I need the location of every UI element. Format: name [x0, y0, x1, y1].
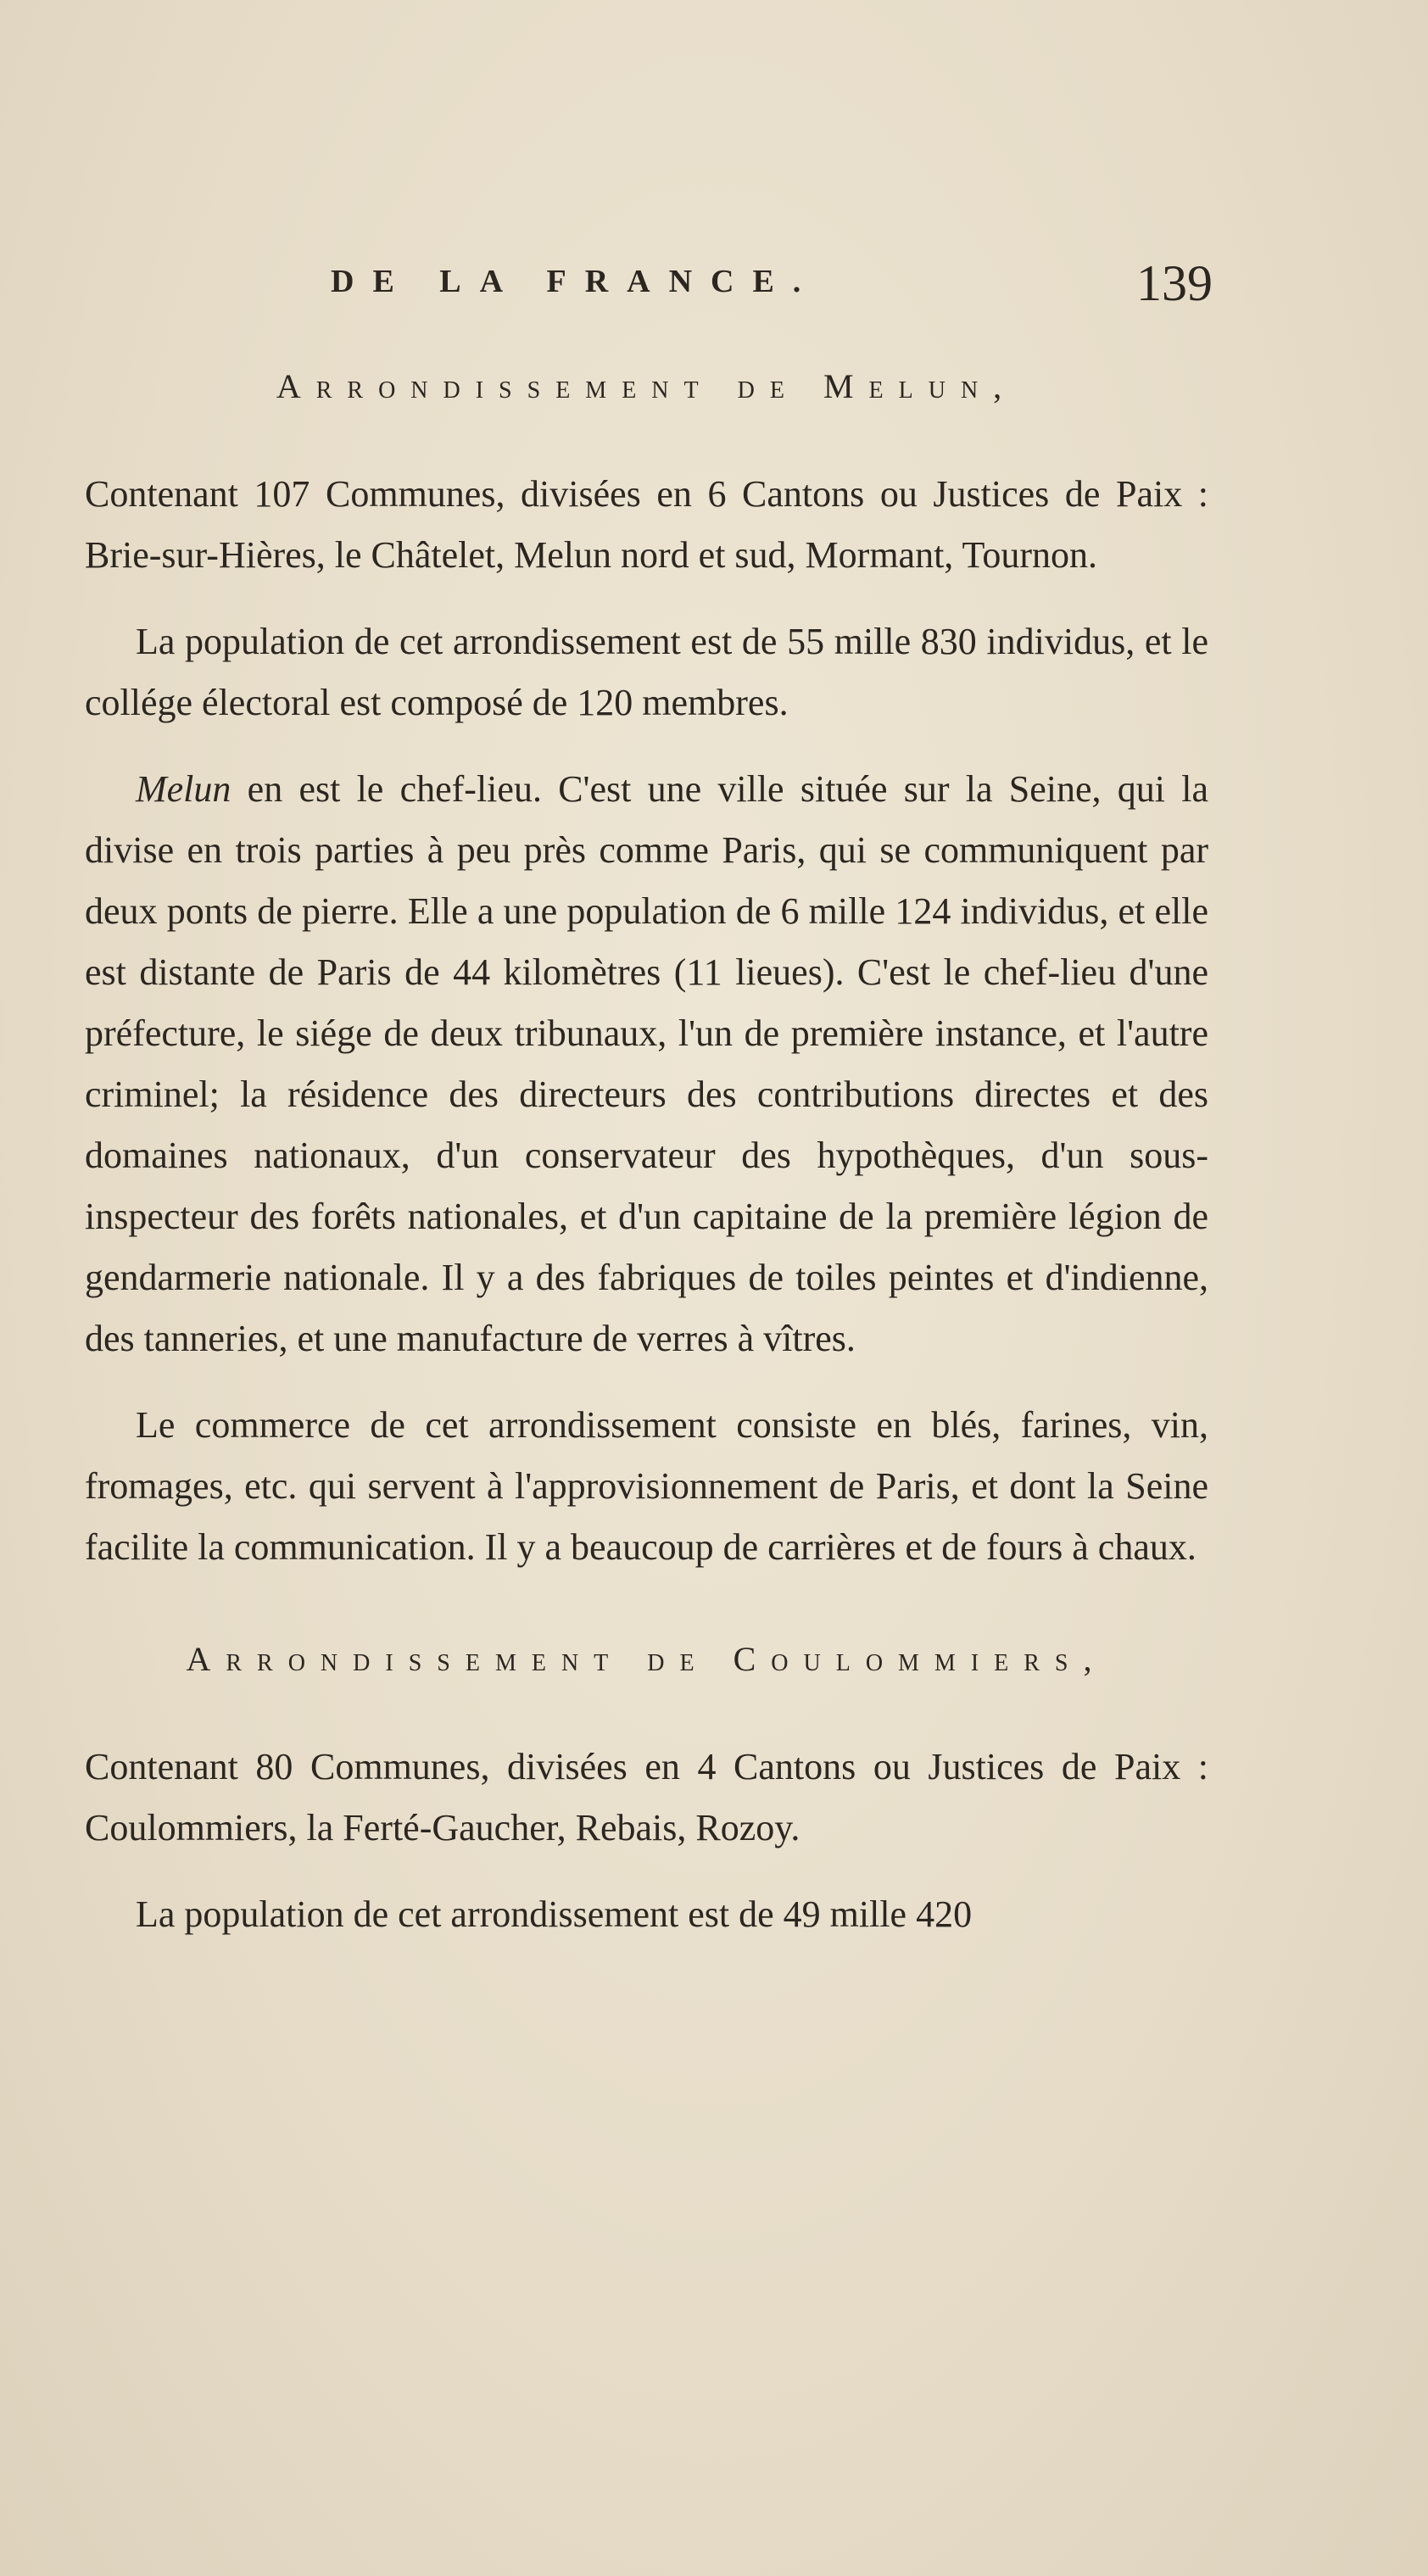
- page-number: 139: [1136, 255, 1213, 311]
- running-head: DE LA FRANCE.: [331, 264, 820, 299]
- paragraph: Contenant 107 Communes, divisées en 6 Cantons ou Justices de Paix : Brie-sur-Hières, le Châtelet, Melun nord et sud, Mormant, Tournon.: [85, 473, 1208, 576]
- page-header: [331, 254, 1213, 322]
- paragraph: La population de cet arrondissement est de 49 mille 420: [136, 1893, 973, 1935]
- paragraph: La population de cet arrondissement est de 55 mille 830 individus, et le collége électoral est composé de 120 membres.: [85, 621, 1208, 723]
- body-text: [85, 356, 1208, 1971]
- paragraph: [85, 759, 1208, 1369]
- paragraph-text: en est le chef-lieu. C'est une ville située sur la Seine, qui la divise en trois parties à peu près comme Paris, qui se communiquent par deux ponts de pierre. Elle a une population de 6 mille 124 individus, et elle est distante de Paris de 44 kilomètres (11 lieues). C'est le chef-lieu d'une préfecture, le siége de deux tribunaux, l'un de première instance, et l'autre criminel; la résidence des directeurs des contributions directes et des domaines nationaux, d'un conservateur des hypothèques, d'un sous-inspecteur des forêts nationales, et d'un capitaine de la première légion de gendarmerie nationale. Il y a des fabriques de toiles peintes et d'indienne, des tanneries, et une manufacture de verres à vîtres.: [85, 768, 1209, 1359]
- paragraph: Le commerce de cet arrondissement consiste en blés, farines, vin, fromages, etc. qui servent à l'approvisionnement de Paris, et dont la Seine facilite la communication. Il y a beaucoup de carrières et de fours à chaux.: [85, 1404, 1208, 1568]
- paragraph: Contenant 80 Communes, divisées en 4 Cantons ou Justices de Paix : Coulommiers, la Ferté-Gaucher, Rebais, Rozoy.: [85, 1746, 1208, 1848]
- section-heading-coulommiers: Arrondissement de Coulommiers,: [186, 1640, 1107, 1678]
- section-heading-melun: Arrondissement de Melun,: [276, 367, 1018, 405]
- italic-place-name: Melun: [136, 768, 231, 810]
